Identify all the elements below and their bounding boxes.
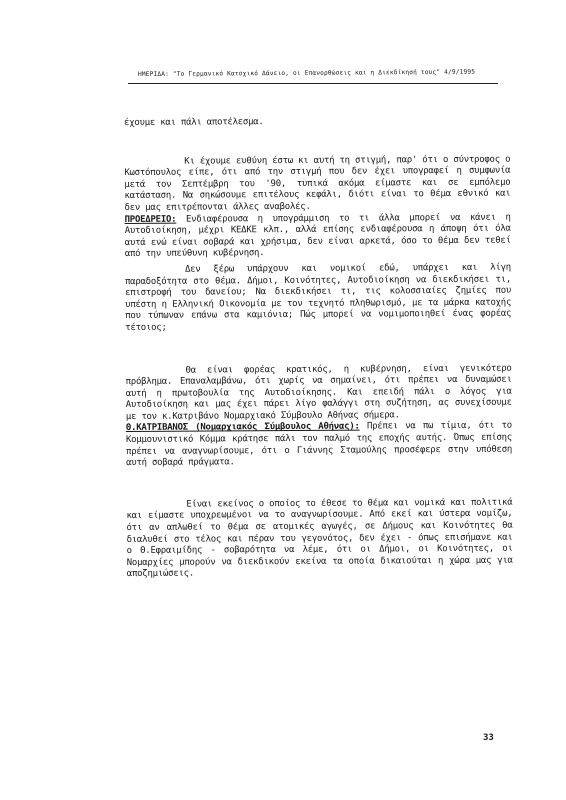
paragraph-continuation — [124, 116, 510, 130]
speaker-label: Θ.ΚΑΤΡΙΒΑΝΟΣ (Νομαρχιακός Σύμβουλος Αθήνας): — [125, 422, 360, 434]
header-rule — [128, 83, 498, 84]
paragraph-text: έχουμε και πάλι αποτέλεσμα. — [124, 117, 264, 128]
paragraph-text: Δεν ξέρω υπάρχουν και νομικοί εδώ, υπάρχει και λίγη παραδοξότητα στο θέμα. Δήμοι, Κοινότητες, Αυτοδιοίκηση να διεκδικήσει τι, επιστροφή του δανείου; Να διεκδικήσει τι, τις κολοσσιαίες ζημίες που υπέστη η Ελληνική Οικονομία με τον τεχνητό πληθωρισμό, με τα μάρκα κατοχής που τύπωναν επάνω στα καμιόνια; Πώς μπορεί να νομιμοποιηθεί ένας φορέας τέτοιος; — [124, 262, 512, 333]
paragraph-katrivanos — [126, 421, 512, 470]
paragraph-state-body — [126, 363, 512, 423]
paragraph-legal — [125, 263, 511, 335]
running-header: ΗΜΕΡΙΔΑ: "Το Γερμανικό Κατοχικό Δάνειο, οι Επανορθώσεις και η Διεκδίκησή τους" 4/9/1995 — [138, 68, 476, 78]
paragraph-closing — [126, 497, 512, 581]
paragraph-text: Ενδιαφέρουσα η υπογράμμιση το τι άλλα μπορεί να κάνει η Αυτοδιοίκηση, μέχρι ΚΕΔΚΕ κλπ., αλλά επίσης ενδιαφέρουσα η άποψη ότι όλα αυτά ενώ είναι σοβαρά και χρήσιμα, δεν είναι αρκετά, όσο το θέμα δεν τεθεί από την υπεύθυνη κυβέρνηση. — [124, 212, 511, 260]
page-number: 33 — [483, 733, 494, 743]
paragraph-responsibility — [124, 154, 510, 214]
paragraph-text: Θα είναι φορέας κρατικός, η κυβέρνηση, είναι γενικότερο πρόβλημα. Επαναλαμβάνω, ότι χωρίς να σημαίνει, ότι πρέπει να δυναμώσει αυτή η πρωτοβουλία της Αυτοδιοίκησης. Και επειδή πάλι ο λόγος για Αυτοδιοίκηση και μας έχει πάρει λίγο φαλάγγι στη συζήτηση, ας συνεχίσουμε με τον κ.Κατριβάνο Νομαρχιακό Σύμβουλο Αθήνας σήμερα. — [125, 363, 512, 422]
speaker-label: ΠΡΟΕΔΡΕΙΟ: — [124, 214, 177, 225]
body-text — [124, 116, 513, 581]
paragraph-text: Πρέπει να πω τίμια, ότι το Κομμουνιστικό Κόμμα κράτησε πάλι τον παλμό της εποχής αυτής. Όπως επίσης πρέπει να αναγνωρίσουμε, ότι ο Γιάννης Σταμούλης προσέφερε στην υπόθεση αυτή σοβαρά πράγματα. — [125, 421, 513, 469]
paragraph-text: Κι έχουμε ευθύνη έστω κι αυτή τη στιγμή, παρ' ότι ο σύντροφος ο Κωστόπουλος είπε, ότι από την στιγμή που δεν έχει υπογραφεί η συμφωνία μετά τον Σεπτέμβρη του '90, τυπικά ακόμα είμαστε και σε εμπόλεμο κατάσταση. Να σηκώσουμε επιτέλους κεφάλι, διότι είναι το θέμα εθνικό και δεν μας επιτρέπονται άλλες αναβολές. — [124, 154, 511, 213]
paragraph-text: Είναι εκείνος ο οποίος το έθεσε το θέμα και νομικά και πολιτικά και είμαστε υποχρεωμένοι να το αναγνωρίσουμε. Από εκεί και ύστερα νομίζω, ότι αν απλωθεί το θέμα σε ατομικές αγωγές, σε Δήμους και Κοινότητες θα διαλυθεί στο τέλος και πέραν του γεγονότος, δεν έχει - όπως επισήμανε και ο Θ.Εφραιμίδης - σοβαρότητα να λέμε, ότι οι Δήμοι, οι Κοινότητες, οι Νομαρχίες μπορούν να διεκδικούν εκείνα τα οποία δικαιούται η χώρα μας για αποζημιώσεις. — [126, 497, 513, 580]
paragraph-presidium — [125, 212, 511, 261]
